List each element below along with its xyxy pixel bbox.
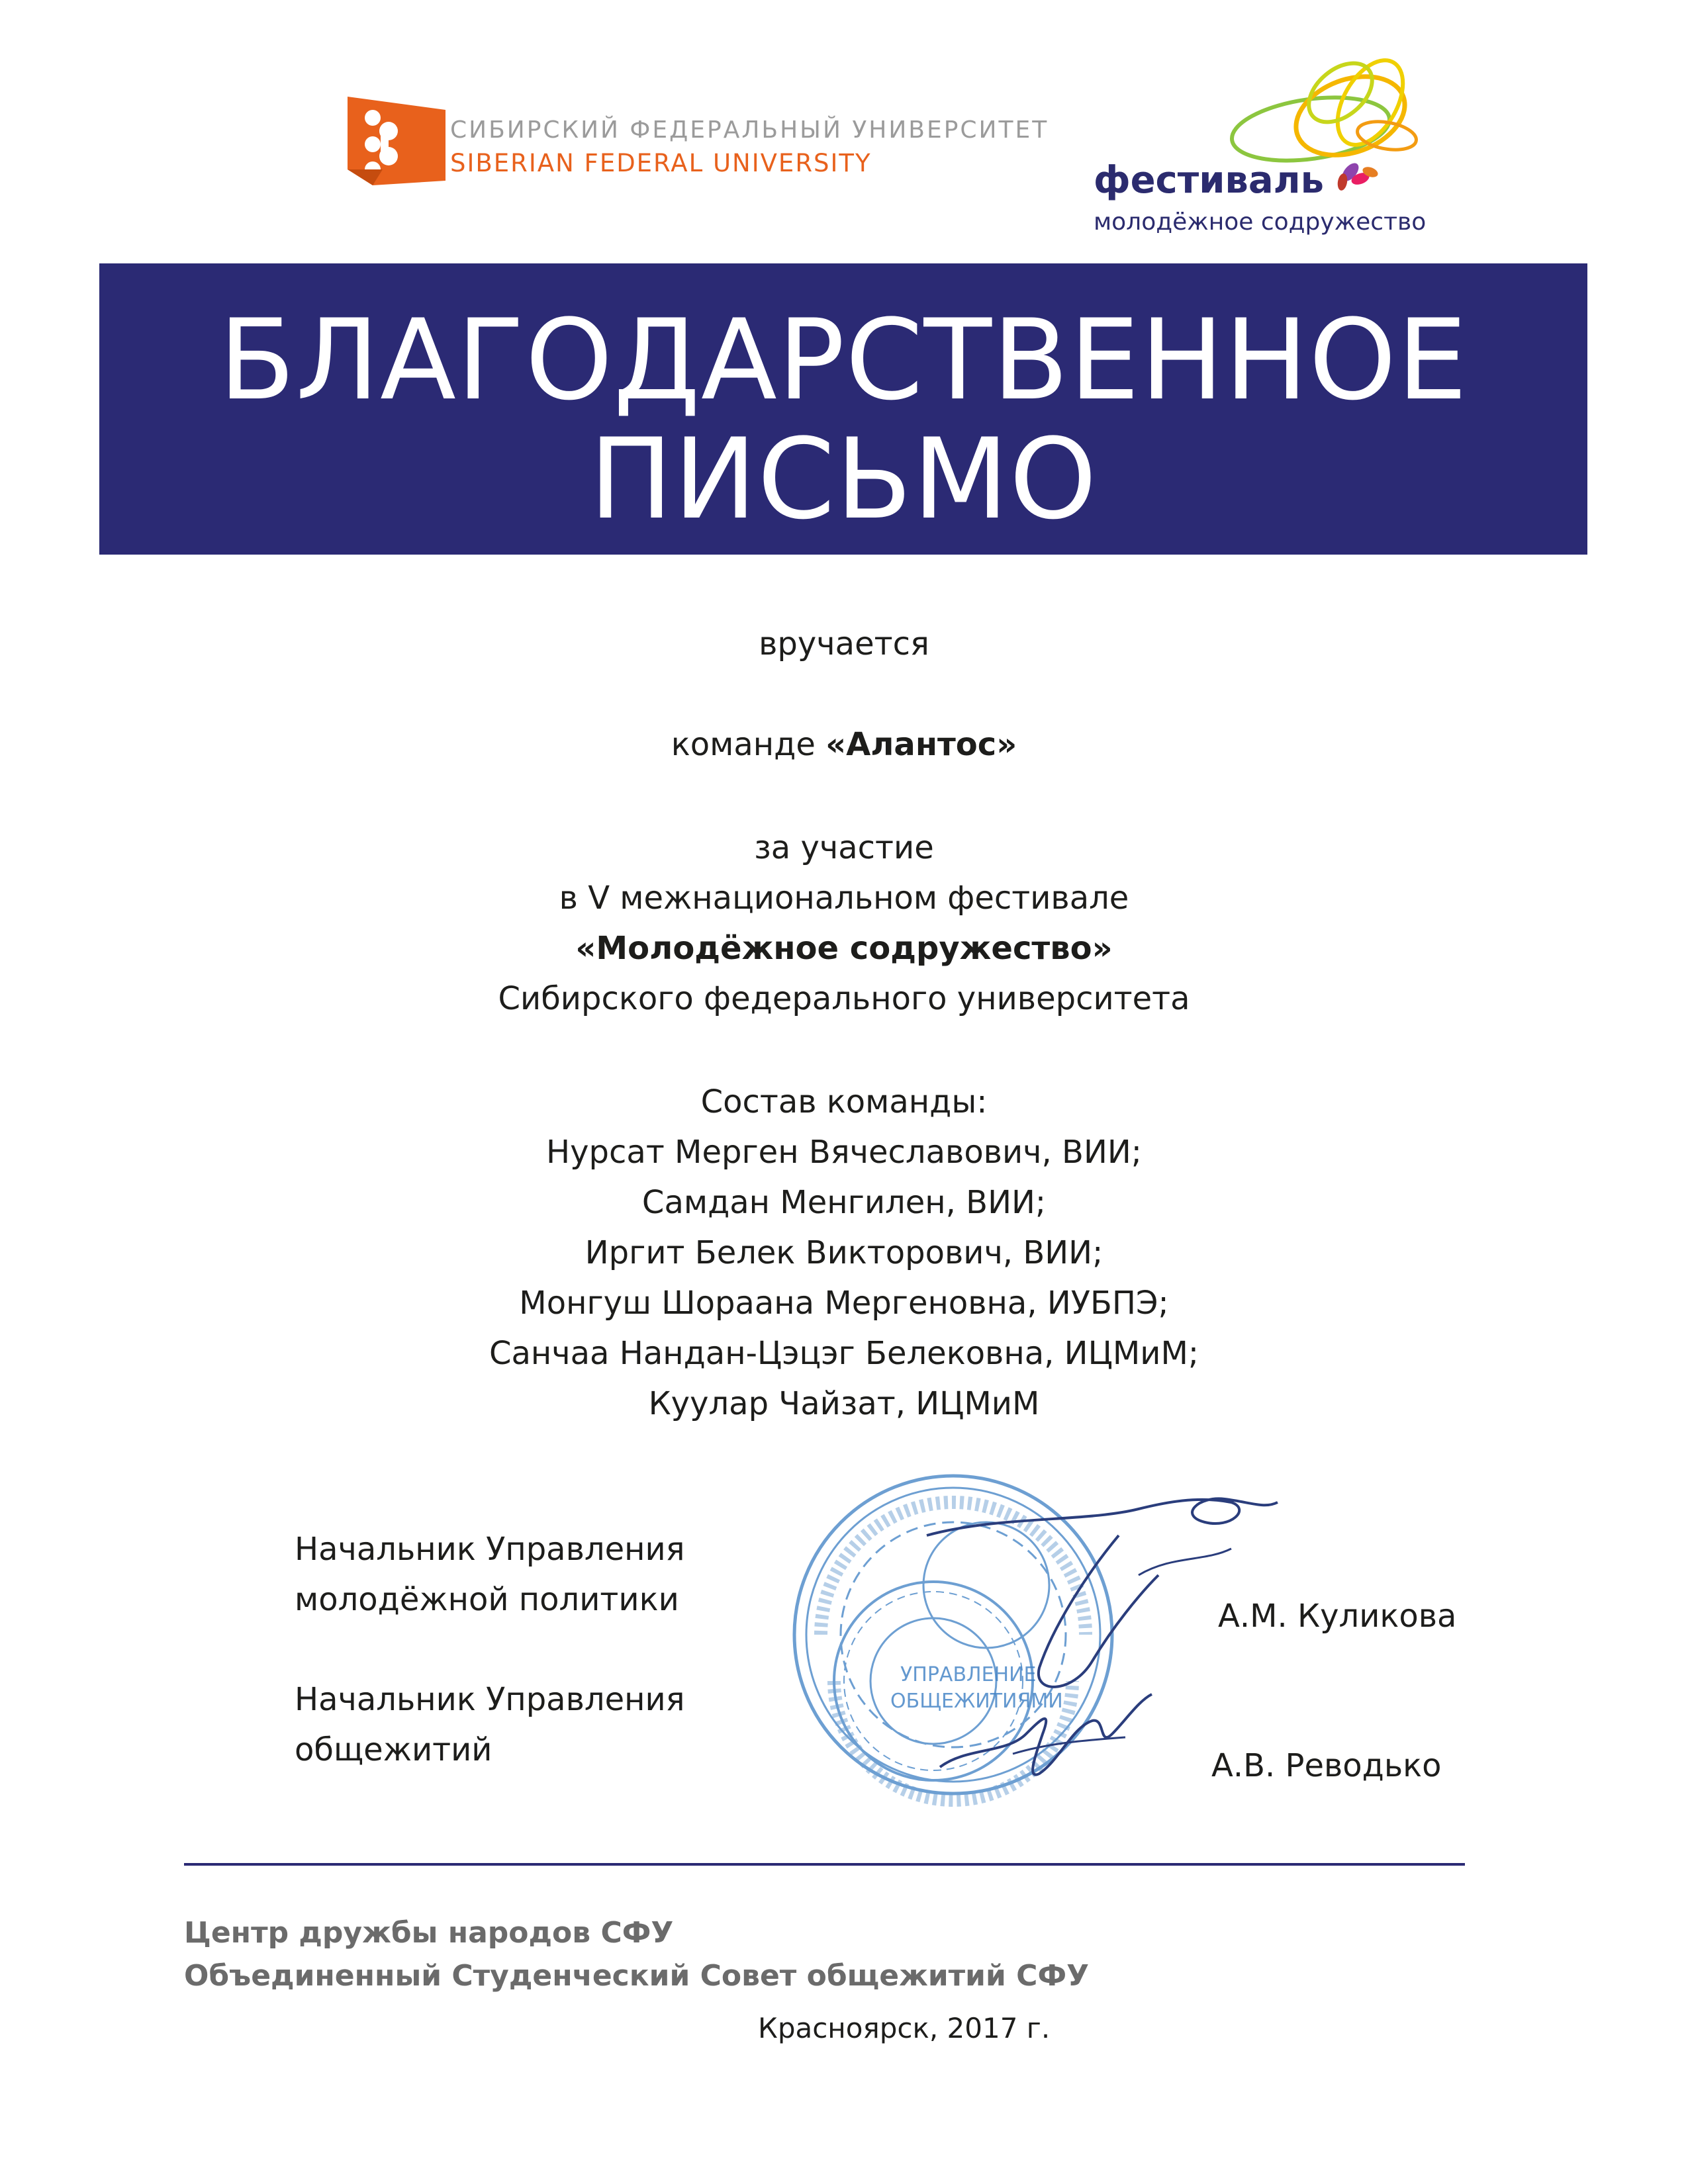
footer-divider (184, 1863, 1465, 1866)
signer2-title-line1: Начальник Управления (295, 1681, 685, 1718)
signer1-name: А.М. Куликова (1218, 1598, 1457, 1635)
stamp-text-1: УПРАВЛЕНИЕ (900, 1663, 1037, 1686)
footer-city-year: Красноярск, 2017 г. (758, 2012, 1051, 2044)
festival-title: фестиваль (1094, 159, 1325, 202)
team-prefix: команде (671, 726, 826, 763)
team-member: Монгуш Шораана Мергеновна, ИУБПЭ; (519, 1285, 1169, 1322)
banner-title-line1: БЛАГОДАРСТВЕННОЕ (218, 295, 1468, 425)
university-name-ru: СИБИРСКИЙ ФЕДЕРАЛЬНЫЙ УНИВЕРСИТЕТ (450, 116, 1049, 144)
festival-line: в V межнациональном фестивале (559, 880, 1129, 917)
participation-text: за участие (754, 829, 934, 866)
team-member: Иргит Белек Викторович, ВИИ; (585, 1234, 1103, 1271)
signer2-name: А.В. Реводько (1211, 1747, 1442, 1784)
festival-name: «Молодёжное содружество» (575, 930, 1113, 967)
university-name-en: SIBERIAN FEDERAL UNIVERSITY (450, 149, 872, 177)
signature-revodko (927, 1668, 1178, 1800)
signer1-title-line1: Начальник Управления (295, 1531, 685, 1568)
stamp-text-2: ОБЩЕЖИТИЯМИ (890, 1690, 1063, 1713)
team-member: Самдан Менгилен, ВИИ; (641, 1184, 1047, 1221)
team-member: Куулар Чайзат, ИЦМиМ (648, 1385, 1040, 1422)
team-name: «Алантос» (825, 726, 1017, 763)
team-line (0, 726, 1688, 764)
university-line: Сибирского федерального университета (498, 980, 1190, 1017)
team-heading: Состав команды: (700, 1083, 988, 1120)
team-member: Санчаа Нандан-Цэцэг Белековна, ИЦМиМ; (489, 1335, 1199, 1372)
awarded-text: вручается (759, 625, 929, 662)
footer-organization-1: Центр дружбы народов СФУ (184, 1916, 674, 1950)
signer1-title-line2: молодёжной политики (295, 1581, 679, 1618)
signer2-title-line2: общежитий (295, 1731, 492, 1768)
banner-title-line2: ПИСЬМО (589, 414, 1098, 544)
team-member: Нурсат Мерген Вячеславович, ВИИ; (546, 1134, 1142, 1171)
festival-subtitle: молодёжное содружество (1094, 208, 1427, 236)
footer-organization-2: Объединенный Студенческий Совет общежитий СФУ (184, 1959, 1090, 1993)
